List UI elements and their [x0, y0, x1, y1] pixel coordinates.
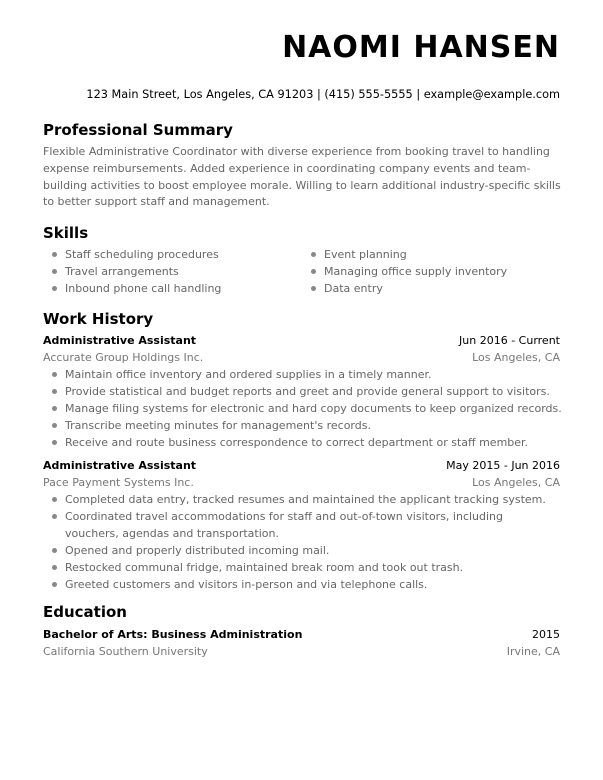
duty-item: Greeted customers and visitors in-person and via telephone calls. — [43, 576, 560, 593]
job-title: Administrative Assistant — [43, 459, 197, 472]
summary-text: Flexible Administrative Coordinator with diverse experience from booking travel to handling expense reimbursements. Added experience in coordinating company events and team-building activities to boost employee morale. Willing to learn additional industry-specific skills to better support staff and management. — [43, 145, 561, 209]
job-duties — [43, 491, 560, 593]
skill-item: Event planning — [302, 246, 507, 263]
duty-item: Receive and route business correspondence to correct department or staff member. — [43, 434, 560, 451]
education-heading: Education — [43, 603, 127, 621]
school-name: California Southern University — [43, 645, 208, 658]
work-history-heading: Work History — [43, 310, 154, 328]
job-dates: May 2015 - Jun 2016 — [446, 459, 560, 472]
candidate-name: NAOMI HANSEN — [282, 30, 560, 65]
skill-item: Managing office supply inventory — [302, 263, 507, 280]
job-location: Los Angeles, CA — [472, 476, 560, 489]
skill-item: Staff scheduling procedures — [43, 246, 221, 263]
skills-heading: Skills — [43, 224, 89, 242]
duty-item: Completed data entry, tracked resumes and maintained the applicant tracking system. — [43, 491, 560, 508]
school-location: Irvine, CA — [506, 645, 560, 658]
skill-item: Inbound phone call handling — [43, 280, 221, 297]
summary-heading: Professional Summary — [43, 121, 233, 139]
degree — [43, 626, 302, 643]
company-name: Pace Payment Systems Inc. — [43, 476, 194, 489]
degree-separator: : — [143, 628, 152, 641]
duty-item: Manage filing systems for electronic and hard copy documents to keep organized records. — [43, 400, 560, 417]
duty-item: Opened and properly distributed incoming mail. — [43, 542, 560, 559]
contact-info: 123 Main Street, Los Angeles, CA 91203 | (415) 555-5555 | example@example.com — [86, 88, 560, 101]
company-name: Accurate Group Holdings Inc. — [43, 351, 204, 364]
degree-field: Business Administration — [151, 628, 303, 641]
skill-item: Data entry — [302, 280, 507, 297]
duty-item: Maintain office inventory and ordered supplies in a timely manner. — [43, 366, 560, 383]
duty-item: Restocked communal fridge, maintained break room and took out trash. — [43, 559, 560, 576]
duty-item: Coordinated travel accommodations for staff and out-of-town visitors, including vouchers, agendas and transportation. — [43, 508, 535, 542]
job-duties — [43, 366, 560, 451]
duty-item: Transcribe meeting minutes for management's records. — [43, 417, 560, 434]
skills-list-right — [302, 246, 507, 297]
duty-item: Provide statistical and budget reports and greet and provide general support to visitors. — [43, 383, 560, 400]
skills-list-left — [43, 246, 221, 297]
graduation-year: 2015 — [532, 628, 560, 641]
job-location: Los Angeles, CA — [472, 351, 560, 364]
job-dates: Jun 2016 - Current — [459, 334, 560, 347]
job-entry — [43, 332, 560, 451]
education-entry — [43, 626, 560, 660]
degree-name: Bachelor of Arts — [43, 628, 144, 641]
job-entry — [43, 457, 560, 593]
job-title: Administrative Assistant — [43, 334, 197, 347]
skill-item: Travel arrangements — [43, 263, 221, 280]
